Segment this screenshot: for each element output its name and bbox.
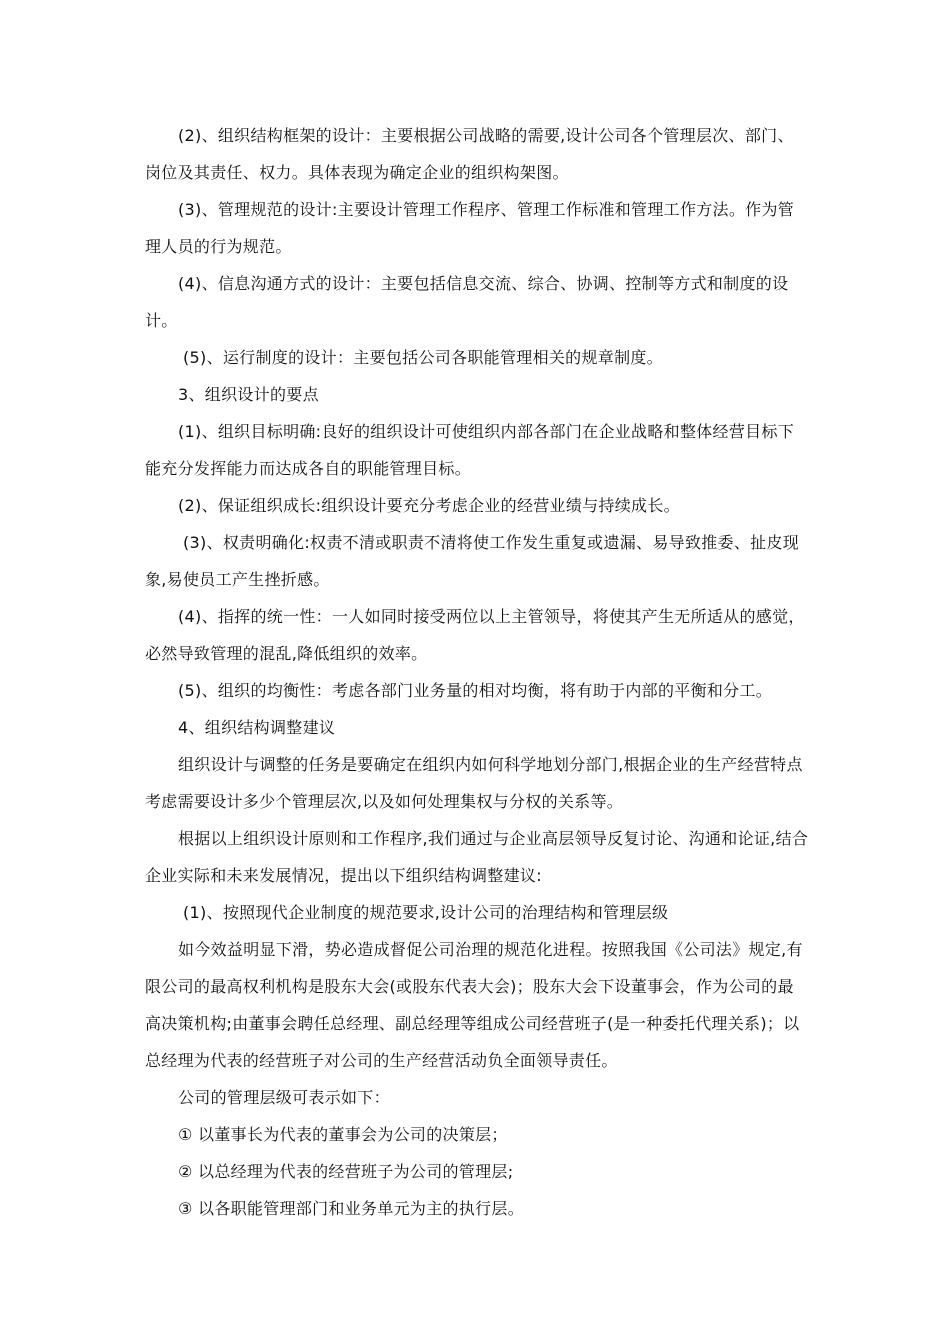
paragraph-governance-heading: (1)、按照现代企业制度的规范要求,设计公司的治理结构和管理层级 [183, 903, 669, 922]
list-item-execution-layer: ③ 以各职能管理部门和业务单元为主的执行层。 [178, 1199, 525, 1218]
list-item-management-layer: ② 以总经理为代表的经营班子为公司的管理层; [178, 1162, 514, 1181]
section-heading-structure-adjustment: 4、组织结构调整建议 [178, 718, 336, 737]
section-heading-org-design-points: 3、组织设计的要点 [178, 385, 319, 404]
paragraph-clear-responsibility: (3)、权责明确化:权责不清或职责不清将使工作发生重复或遗漏、易导致推委、扯皮现象,易使员工产生挫折感。 [145, 533, 800, 589]
paragraph-org-framework-design: (2)、组织结构框架的设计：主要根据公司战略的需要,设计公司各个管理层次、部门、岗位及其责任、权力。具体表现为确定企业的组织构架图。 [145, 126, 794, 182]
paragraph-unified-command: (4)、指挥的统一性：一人如同时接受两位以上主管领导，将使其产生无所适从的感觉，必然导致管理的混乱,降低组织的效率。 [145, 607, 805, 663]
paragraph-org-growth: (2)、保证组织成长:组织设计要充分考虑企业的经营业绩与持续成长。 [178, 496, 680, 515]
list-item-decision-layer: ① 以董事长为代表的董事会为公司的决策层； [178, 1125, 508, 1144]
paragraph-operation-rules-design: (5)、运行制度的设计：主要包括公司各职能管理相关的规章制度。 [183, 348, 663, 367]
paragraph-communication-design: (4)、信息沟通方式的设计：主要包括信息交流、综合、协调、控制等方式和制度的设计。 [145, 274, 789, 330]
paragraph-clear-goals: (1)、组织目标明确:良好的组织设计可使组织内部各部门在企业战略和整体经营目标下能充分发挥能力而达成各自的职能管理目标。 [145, 422, 795, 478]
paragraph-org-balance: (5)、组织的均衡性：考虑各部门业务量的相对均衡，将有助于内部的平衡和分工。 [178, 681, 773, 700]
paragraph-design-task: 组织设计与调整的任务是要确定在组织内如何科学地划分部门,根据企业的生产经营特点考虑需要设计多少个管理层次,以及如何处理集权与分权的关系等。 [145, 755, 803, 811]
paragraph-management-levels-intro: 公司的管理层级可表示如下： [178, 1088, 390, 1107]
paragraph-management-norms-design: (3)、管理规范的设计:主要设计管理工作程序、管理工作标准和管理工作方法。作为管理人员的行为规范。 [145, 200, 795, 256]
paragraph-adjustment-basis: 根据以上组织设计原则和工作程序,我们通过与企业高层领导反复讨论、沟通和论证,结合企业实际和未来发展情况，提出以下组织结构调整建议: [145, 829, 809, 885]
paragraph-company-law: 如今效益明显下滑，势必造成督促公司治理的规范化进程。按照我国《公司法》规定,有限公司的最高权利机构是股东大会(或股东代表大会)；股东大会下设董事会，作为公司的最高决策机构;由董事会聘任总经理、副总经理等组成公司经营班子(是一种委托代理关系)；以总经理为代表的经营班子对公司的生产经营活动负全面领导责任。 [145, 940, 803, 1070]
